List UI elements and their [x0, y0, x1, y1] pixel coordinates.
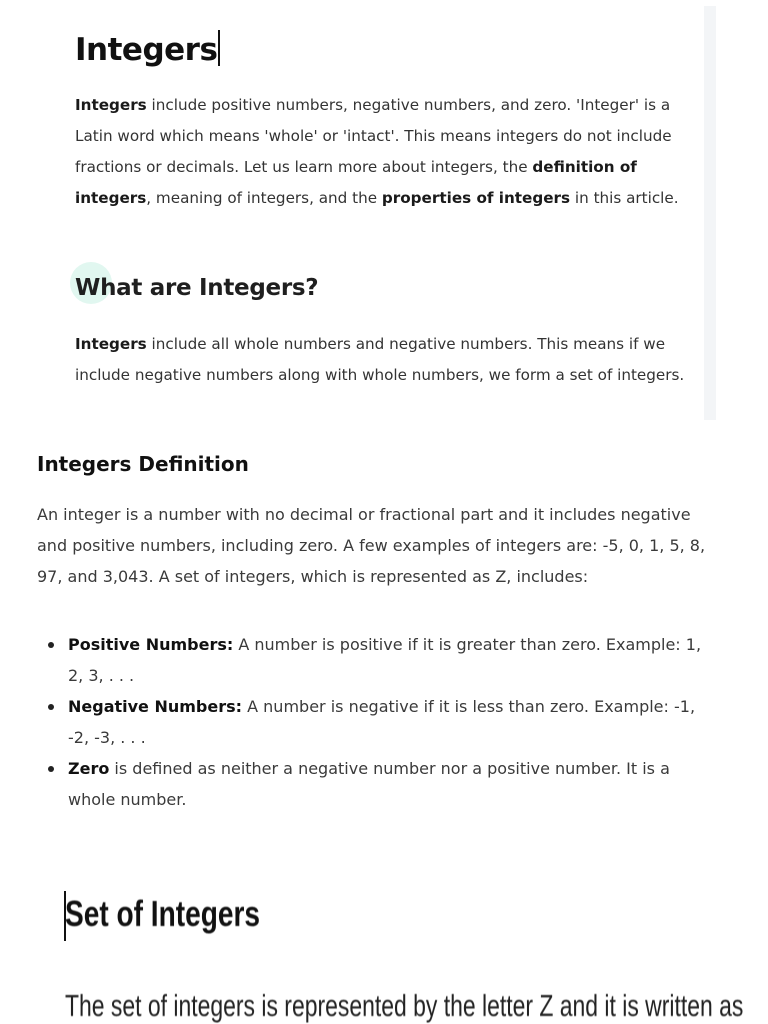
- page-title: Integers: [75, 30, 220, 68]
- section-heading-set-of-integers: Set of Integers: [65, 893, 261, 934]
- article-card: [0, 0, 716, 420]
- list-item: Zero is defined as neither a negative number nor a positive number. It is a whole number.: [37, 753, 717, 815]
- text-cursor: [218, 30, 220, 66]
- set-paragraph: The set of integers is represented by the letter Z and it is written as: [65, 988, 744, 1023]
- link-properties-of-integers: properties of integers: [381, 189, 571, 207]
- intro-bold-integers: Integers: [75, 96, 147, 114]
- list-item: Positive Numbers: A number is positive if it is greater than zero. Example: 1, 2, 3, . . .: [37, 629, 717, 691]
- definition-paragraph: An integer is a number with no decimal or fractional part and it includes negative and positive numbers, including zero. A few examples of integers are: -5, 0, 1, 5, 8, 97, and 3,043. A set of integers, which is represented as Z, includes:: [37, 505, 706, 586]
- integer-types-list: [37, 629, 717, 815]
- section-heading-what-are-integers: What are Integers?: [75, 275, 319, 301]
- intro-paragraph: Integers include positive numbers, negative numbers, and zero. 'Integer' is a Latin word which means 'whole' or 'intact'. This means integers do not include fractions or decimals. Let us learn more about integers, the definition of integers, meaning of integers, and the properties of integers in this article.: [75, 96, 679, 207]
- section-heading-integers-definition: Integers Definition: [37, 452, 249, 476]
- list-item: Negative Numbers: A number is negative if it is less than zero. Example: -1, -2, -3, . . .: [37, 691, 717, 753]
- link-definition-of-integers: definition of integers: [75, 158, 637, 207]
- what-paragraph: Integers include all whole numbers and negative numbers. This means if we include negative numbers along with whole numbers, we form a set of integers.: [75, 335, 685, 384]
- scrollbar-track[interactable]: [704, 6, 716, 420]
